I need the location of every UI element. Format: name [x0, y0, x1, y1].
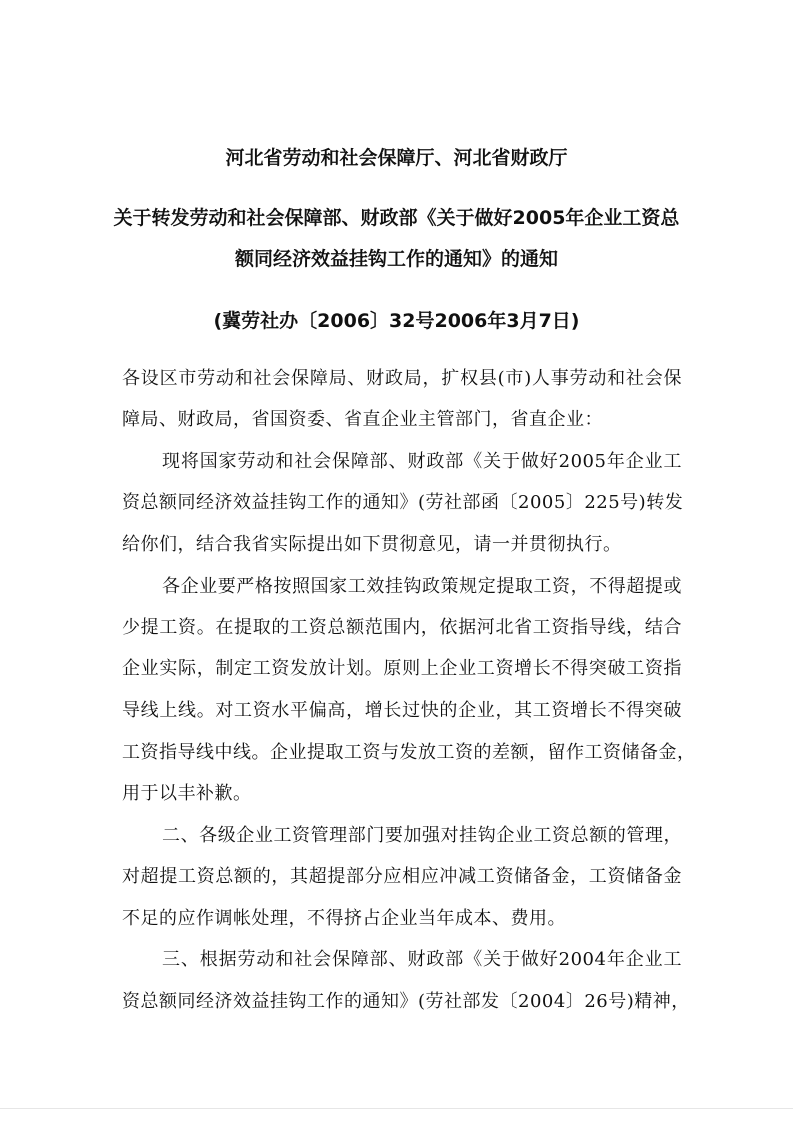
para2-line-2: 少提工资。在提取的工资总额范围内，依据河北省工资指导线，结合 — [122, 617, 682, 638]
para2-line-3: 企业实际，制定工资发放计划。原则上企业工资增长不得突破工资指 — [122, 658, 682, 679]
page-bottom-edge — [0, 1108, 793, 1109]
para2-line-6: 用于以丰补歉。 — [122, 783, 252, 804]
document-number: (冀劳社办〔2006〕32号2006年3月7日) — [213, 310, 580, 332]
para3-line-2: 对超提工资总额的，其超提部分应相应冲减工资储备金，工资储备金 — [122, 866, 682, 887]
para3-line-1: 二、各级企业工资管理部门要加强对挂钩企业工资总额的管理， — [162, 825, 682, 846]
para1-line-3: 给你们，结合我省实际提出如下贯彻意见，请一并贯彻执行。 — [122, 534, 622, 555]
para4-line-2: 资总额同经济效益挂钩工作的通知》(劳社部发〔2004〕26号)精神， — [122, 991, 690, 1012]
document-title-line-2: 额同经济效益挂钩工作的通知》的通知 — [234, 248, 558, 270]
para1-line-1: 现将国家劳动和社会保障部、财政部《关于做好2005年企业工 — [162, 451, 682, 472]
para2-line-4: 导线上线。对工资水平偏高，增长过快的企业，其工资增长不得突破 — [122, 700, 682, 721]
para2-line-5: 工资指导线中线。企业提取工资与发放工资的差额，留作工资储备金， — [122, 742, 696, 763]
para2-line-1: 各企业要严格按照国家工效挂钩政策规定提取工资，不得超提或 — [162, 576, 682, 597]
document-title-line-1: 关于转发劳动和社会保障部、财政部《关于做好2005年企业工资总 — [113, 207, 680, 229]
addressee-line-1: 各设区市劳动和社会保障局、财政局，扩权县(市)人事劳动和社会保 — [122, 368, 682, 389]
addressee-line-2: 障局、财政局，省国资委、省直企业主管部门，省直企业： — [122, 409, 603, 430]
para1-line-2: 资总额同经济效益挂钩工作的通知》(劳社部函〔2005〕225号)转发 — [122, 492, 684, 513]
para4-line-1: 三、根据劳动和社会保障部、财政部《关于做好2004年企业工 — [162, 949, 682, 970]
issuer-title: 河北省劳动和社会保障厅、河北省财政厅 — [225, 147, 568, 169]
para3-line-3: 不足的应作调帐处理，不得挤占企业当年成本、费用。 — [122, 908, 566, 929]
